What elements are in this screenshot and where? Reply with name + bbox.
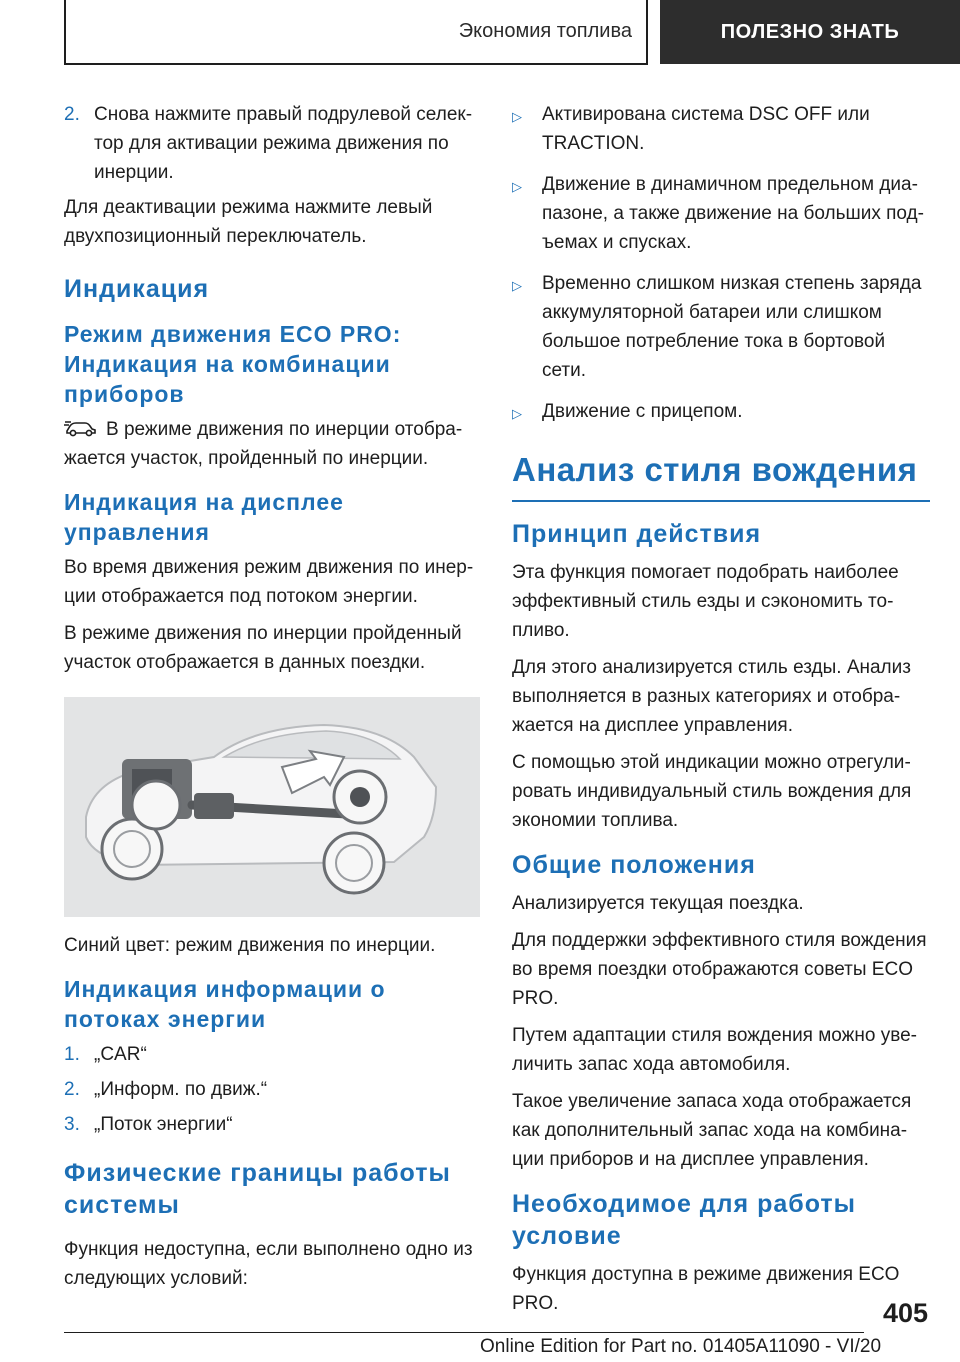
list-item	[64, 1040, 482, 1069]
condition-text: Активирована система DSC OFF или TRACTION.	[542, 104, 870, 154]
list-text: „Поток энергии“	[94, 1114, 233, 1135]
condition-text: Движение с прицепом.	[542, 401, 743, 422]
general-paragraph-3: Путем адаптации стиля вождения можно увеличить запас хода автомобиля.	[512, 1025, 917, 1075]
figure-caption: Синий цвет: режим движения по инерции.	[64, 935, 436, 956]
right-column	[512, 100, 930, 1326]
header-bottom-rule	[64, 63, 648, 65]
eco-pro-paragraph	[64, 415, 482, 473]
heading-energy-flow: Индикация информации о потоках энергии	[64, 976, 386, 1032]
condition-text: Движение в динамичном предельном диапазоне, а также движение на больших подъемах и спусках.	[542, 174, 924, 253]
condition-item	[512, 100, 930, 158]
condition-item	[512, 170, 930, 257]
list-number: 2.	[64, 1079, 80, 1100]
car-drivetrain-image	[64, 697, 480, 917]
list-text: „CAR“	[94, 1044, 147, 1065]
heading-requirement: Необходимое для работы условие	[512, 1190, 856, 1250]
requirement-paragraph: Функция доступна в режиме движения ECO PRO.	[512, 1264, 900, 1314]
step-item	[64, 100, 482, 187]
condition-text: Временно слишком низкая степень заряда аккумуляторной батареи или слишком большое потребление тока в бортовой сети.	[542, 273, 922, 381]
section-tab[interactable]: Экономия топлива	[458, 20, 632, 42]
heading-indication: Индикация	[64, 275, 210, 303]
heading-control-display: Индикация на дисплее управления	[64, 489, 344, 545]
car-coasting-icon	[64, 418, 98, 438]
heading-driving-style-analysis: Анализ стиля вождения	[512, 448, 930, 502]
left-column	[64, 100, 482, 1301]
header-divider	[646, 0, 648, 64]
control-display-paragraph-1: Во время движения режим движения по инерции отображается под потоком энергии.	[64, 557, 474, 607]
heading-physical-limits: Физические границы работы системы	[64, 1159, 451, 1219]
footer-rule	[64, 1332, 864, 1333]
list-number: 1.	[64, 1044, 80, 1065]
chapter-tab[interactable]: ПОЛЕЗНО ЗНАТЬ	[660, 0, 960, 64]
condition-item	[512, 397, 930, 428]
page-number: 405	[882, 1298, 928, 1328]
triangle-right-icon: ▷	[512, 406, 522, 421]
heading-general: Общие положения	[512, 851, 756, 879]
limits-paragraph: Функция недоступна, если выполнено одно из следующих условий:	[64, 1239, 473, 1289]
general-paragraph-2: Для поддержки эффективного стиля вождения во время поездки отображаются советы ECO PRO.	[512, 930, 927, 1009]
heading-eco-pro: Режим движения ECO PRO: Индикация на комбинации приборов	[64, 321, 402, 407]
principle-paragraph-2: Для этого анализируется стиль езды. Анализ выполняется в разных категориях и отображается на дисплее управления.	[512, 657, 911, 736]
principle-paragraph-1: Эта функция помогает подобрать наиболее эффективный стиль езды и сэкономить топливо.	[512, 562, 899, 641]
list-number: 3.	[64, 1114, 80, 1135]
triangle-right-icon: ▷	[512, 109, 522, 124]
triangle-right-icon: ▷	[512, 179, 522, 194]
eco-pro-text: В режиме движения по инерции отображается участок, пройденный по инерции.	[64, 419, 463, 469]
drivetrain-illustration	[64, 697, 480, 917]
condition-item	[512, 269, 930, 385]
deactivate-paragraph: Для деактивации режима нажмите левый двухпозиционный переключатель.	[64, 197, 433, 247]
step-number: 2.	[64, 104, 80, 125]
general-paragraph-1: Анализируется текущая поездка.	[512, 893, 804, 914]
principle-paragraph-3: С помощью этой индикации можно отрегулировать индивидуальный стиль вождения для экономии топлива.	[512, 752, 912, 831]
triangle-right-icon: ▷	[512, 278, 522, 293]
general-paragraph-4: Такое увеличение запаса хода отображается как дополнительный запас хода на комбинации приборов и на дисплее управления.	[512, 1091, 912, 1170]
heading-principle: Принцип действия	[512, 520, 762, 548]
edition-footer: Online Edition for Part no. 01405A11090 - VI/20	[480, 1336, 882, 1357]
list-item	[64, 1110, 482, 1139]
list-item	[64, 1075, 482, 1104]
step-text: Снова нажмите правый подрулевой селектор для активации режима движения по инерции.	[94, 104, 473, 183]
control-display-paragraph-2: В режиме движения по инерции пройденный участок отображается в данных поездки.	[64, 623, 462, 673]
list-text: „Информ. по движ.“	[94, 1079, 268, 1100]
